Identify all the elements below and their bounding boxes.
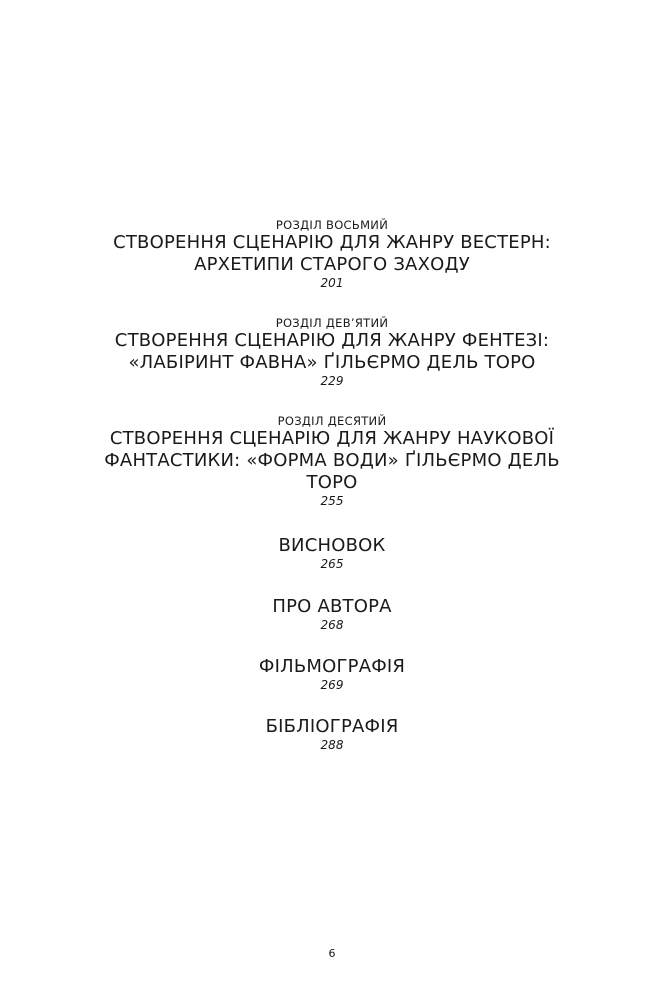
chapter-page-number: 255 (320, 494, 344, 508)
section-page-number: 288 (320, 738, 344, 752)
chapter-title-line: «ЛАБІРИНТ ФАВНА» ҐІЛЬЄРМО ДЕЛЬ ТОРО (128, 352, 536, 373)
section-page-number: 268 (320, 618, 344, 632)
toc-entry-filmography (80, 656, 584, 692)
toc-entry-chapter-8 (80, 218, 584, 290)
chapter-label: РОЗДІЛ ВОСЬМИЙ (275, 218, 389, 232)
page-number: 6 (328, 947, 336, 960)
toc-entry-chapter-9 (80, 316, 584, 388)
chapter-title-line: СТВОРЕННЯ СЦЕНАРІЮ ДЛЯ ЖАНРУ ФЕНТЕЗІ: (114, 330, 550, 351)
chapter-page-number: 229 (320, 374, 344, 388)
chapter-label: РОЗДІЛ ДЕВ’ЯТИЙ (275, 316, 389, 330)
section-page-number: 269 (320, 678, 344, 692)
chapter-title-line: ФАНТАСТИКИ: «ФОРМА ВОДИ» ҐІЛЬЄРМО ДЕЛЬ (104, 450, 560, 471)
chapter-title-line: СТВОРЕННЯ СЦЕНАРІЮ ДЛЯ ЖАНРУ НАУКОВОЇ (109, 428, 555, 449)
chapter-title-line: СТВОРЕННЯ СЦЕНАРІЮ ДЛЯ ЖАНРУ ВЕСТЕРН: (113, 232, 551, 253)
toc-entry-conclusion (80, 535, 584, 571)
section-title: ВИСНОВОК (278, 535, 386, 556)
chapter-label: РОЗДІЛ ДЕСЯТИЙ (277, 414, 387, 428)
section-page-number: 265 (320, 557, 344, 571)
chapter-title-line: АРХЕТИПИ СТАРОГО ЗАХОДУ (194, 254, 470, 275)
toc-entry-bibliography (80, 716, 584, 752)
toc-entry-about-author (80, 596, 584, 632)
chapter-page-number: 201 (320, 276, 344, 290)
section-title: ФІЛЬМОГРАФІЯ (258, 656, 406, 677)
toc-entry-chapter-10 (70, 414, 594, 508)
chapter-title-line: ТОРО (306, 472, 358, 493)
section-title: БІБЛІОГРАФІЯ (265, 716, 399, 737)
section-title: ПРО АВТОРА (272, 596, 392, 617)
